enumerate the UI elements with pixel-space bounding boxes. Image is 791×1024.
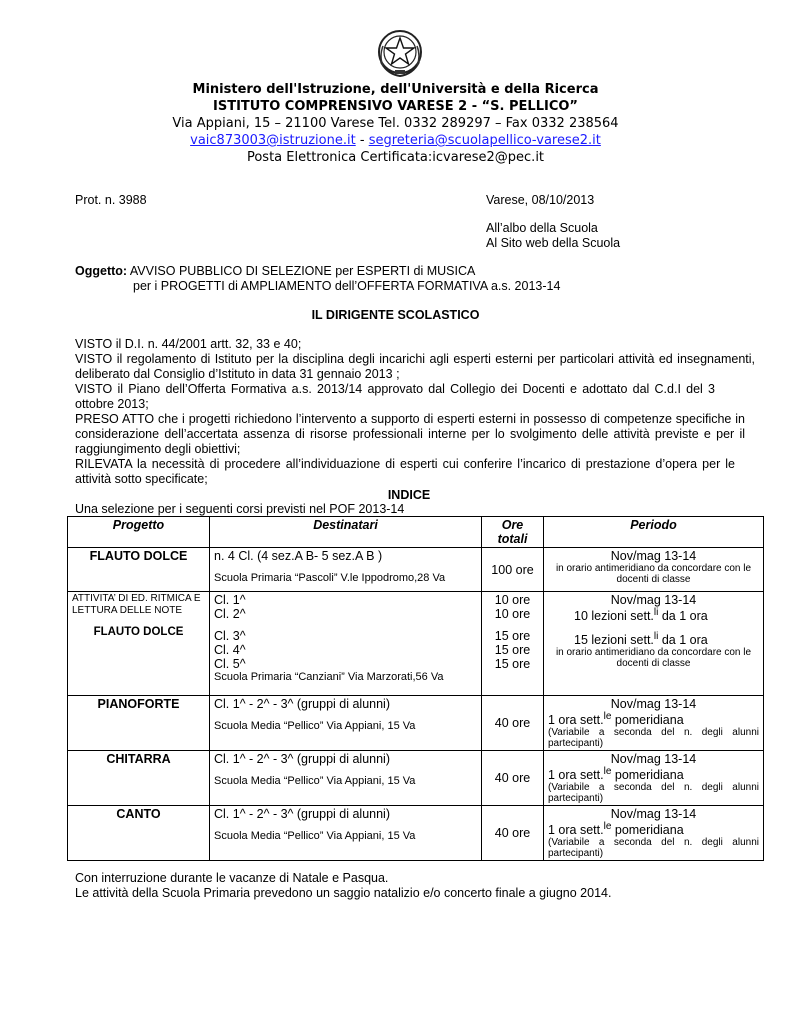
hours-item: 15 ore xyxy=(494,643,531,657)
protocol-number: Prot. n. 3988 xyxy=(75,193,147,207)
document-date: Varese, 08/10/2013 xyxy=(486,193,595,207)
period-cell xyxy=(544,696,764,751)
period-cell xyxy=(544,548,764,592)
period-range: Nov/mag 13-14 xyxy=(610,549,697,563)
period-range: Nov/mag 13-14 xyxy=(610,593,697,607)
subject-line-1: Oggetto: AVVISO PUBBLICO DI SELEZIONE per ESPERTI di MUSICA xyxy=(75,264,476,278)
hours-item: 15 ore xyxy=(494,657,531,671)
recipient-website: Al Sito web della Scuola xyxy=(486,236,621,250)
email-line: vaic873003@istruzione.it - segreteria@scuolapellico-varese2.it xyxy=(190,133,601,148)
project-name: PIANOFORTE xyxy=(68,696,210,751)
weekly-line: 1 ora sett.$^{le}$ pomeridiana xyxy=(548,711,684,728)
recipient-school: Scuola Primaria “Pascoli” V.le Ippodromo,28 Va xyxy=(214,572,446,584)
premise-item: VISTO il D.I. n. 44/2001 artt. 32, 33 e 40; xyxy=(75,337,302,351)
premise-item: VISTO il regolamento di Istituto per la disciplina degli incarichi agli esperti esterni per particolari attività ed insegnamenti, deliberato dal Consiglio d’Istituto in data 31 gennaio 2013 ; xyxy=(75,352,755,381)
recipients-cell xyxy=(210,751,482,806)
recipient-school: Scuola Media “Pellico” Via Appiani, 15 Va xyxy=(214,720,416,732)
header-progetto: Progetto xyxy=(68,517,210,548)
subject-line-2: per i PROGETTI di AMPLIAMENTO dell’OFFERTA FORMATIVA a.s. 2013-14 xyxy=(133,279,561,293)
period-range: Nov/mag 13-14 xyxy=(610,752,697,767)
period-range: Nov/mag 13-14 xyxy=(610,807,697,822)
period-note: (Variabile a seconda del n. degli alunni partecipanti) xyxy=(548,727,759,750)
header-periodo: Periodo xyxy=(544,517,764,548)
footer-note: Le attività della Scuola Primaria prevedono un saggio natalizio e/o concerto finale a giugno 2014. xyxy=(75,886,612,900)
period-range: Nov/mag 13-14 xyxy=(610,697,697,711)
total-hours-cell xyxy=(482,592,544,696)
premise-item: PRESO ATTO che i progetti richiedono l’intervento a supporto di esperti esterni in possesso di competenze specifiche in considerazione dell’accertata assenza di risorse professionali interne per lo svolgimento delle attività previste e per il raggiungimento degli obiettivi; xyxy=(75,412,745,456)
selection-intro: Una selezione per i seguenti corsi previsti nel POF 2013-14 xyxy=(75,502,405,516)
recipient-classes: Cl. 1^ - 2^ - 3^ (gruppi di alunni) xyxy=(214,752,391,767)
period-note: in orario antimeridiano da concordare con le docenti di classe xyxy=(555,647,752,670)
table-row xyxy=(68,696,764,751)
header-ore: Ore totali xyxy=(482,517,544,548)
project-name: FLAUTO DOLCE xyxy=(68,548,210,592)
table-row xyxy=(68,592,764,696)
premise-item: VISTO il Piano dell’Offerta Formativa a.s. 2013/14 approvato dal Collegio dei Docenti e adottato dal C.d.I del 3 ottobre 2013; xyxy=(75,382,715,411)
ministry-name: Ministero dell'Istruzione, dell'Università e della Ricerca xyxy=(192,82,599,97)
period-cell xyxy=(544,751,764,806)
recipient-classes: Cl. 1^ - 2^ - 3^ (gruppi di alunni) xyxy=(214,807,391,822)
lessons-line: 10 lezioni sett.$^{li}$ da 1 ora xyxy=(574,607,708,624)
recipients-cell xyxy=(210,806,482,861)
recipients-cell xyxy=(210,548,482,592)
class-item: Cl. 4^ xyxy=(214,643,246,657)
weekly-line: 1 ora sett.$^{le}$ pomeridiana xyxy=(548,821,684,838)
hours-item: 10 ore xyxy=(494,607,531,621)
period-cell xyxy=(544,592,764,696)
table-row xyxy=(68,548,764,592)
republic-emblem-icon xyxy=(375,26,425,80)
table-row xyxy=(68,751,764,806)
table-header-row xyxy=(68,517,764,548)
project-name-cell xyxy=(68,592,210,696)
school-name: ISTITUTO COMPRENSIVO VARESE 2 - “S. PELLICO” xyxy=(213,99,578,114)
recipients-cell xyxy=(210,592,482,696)
recipient-classes: n. 4 Cl. (4 sez.A B- 5 sez.A B ) xyxy=(214,549,383,563)
premise-item: RILEVATA la necessità di procedere all’individuazione di esperti cui conferire l’incarico di prestazione d’opera per le attività sotto specificate; xyxy=(75,457,735,486)
class-item: Cl. 1^ xyxy=(214,593,246,607)
period-note: (Variabile a seconda del n. degli alunni partecipanti) xyxy=(548,782,759,805)
institution-email-link[interactable]: vaic873003@istruzione.it xyxy=(190,133,356,148)
header-destinatari: Destinatari xyxy=(210,517,482,548)
period-cell xyxy=(544,806,764,861)
total-hours: 40 ore xyxy=(482,696,544,751)
recipient-school: Scuola Media “Pellico” Via Appiani, 15 Va xyxy=(214,830,416,843)
total-hours: 40 ore xyxy=(482,806,544,861)
recipients-cell xyxy=(210,696,482,751)
weekly-line: 1 ora sett.$^{le}$ pomeridiana xyxy=(548,766,684,783)
class-item: Cl. 5^ xyxy=(214,657,246,671)
courses-table xyxy=(67,516,764,861)
pec-line: Posta Elettronica Certificata:icvarese2@pec.it xyxy=(246,150,545,165)
document-title: IL DIRIGENTE SCOLASTICO xyxy=(311,308,480,322)
table-row xyxy=(68,806,764,861)
school-address: Via Appiani, 15 – 21100 Varese Tel. 0332 289297 – Fax 0332 238564 xyxy=(172,116,619,131)
recipient-school: Scuola Primaria “Canziani” Via Marzorati,56 Va xyxy=(214,671,444,683)
project-name: CANTO xyxy=(68,806,210,861)
secretary-email-link[interactable]: segreteria@scuolapellico-varese2.it xyxy=(368,133,601,148)
premises-block xyxy=(75,337,755,487)
project-name-rhythm: ATTIVITA’ DI ED. RITMICA E LETTURA DELLE NOTE xyxy=(72,593,201,616)
footer-note: Con interruzione durante le vacanze di Natale e Pasqua. xyxy=(75,871,389,885)
recipient-albo: All’albo della Scuola xyxy=(486,221,598,235)
total-hours: 100 ore xyxy=(482,548,544,592)
lessons-line: 15 lezioni sett.$^{li}$ da 1 ora xyxy=(574,631,708,648)
total-hours: 40 ore xyxy=(482,751,544,806)
class-item: Cl. 2^ xyxy=(214,607,246,621)
recipient-classes: Cl. 1^ - 2^ - 3^ (gruppi di alunni) xyxy=(214,697,391,711)
period-note: in orario antimeridiano da concordare con le docenti di classe xyxy=(555,563,752,585)
project-name: CHITARRA xyxy=(68,751,210,806)
class-item: Cl. 3^ xyxy=(214,629,246,643)
recipient-school: Scuola Media “Pellico” Via Appiani, 15 Va xyxy=(214,775,416,788)
project-name-flute: FLAUTO DOLCE xyxy=(93,626,184,638)
hours-item: 15 ore xyxy=(494,629,531,643)
period-note: (Variabile a seconda del n. degli alunni partecipanti) xyxy=(548,837,759,860)
indice-heading: INDICE xyxy=(387,488,431,502)
hours-item: 10 ore xyxy=(494,593,531,607)
